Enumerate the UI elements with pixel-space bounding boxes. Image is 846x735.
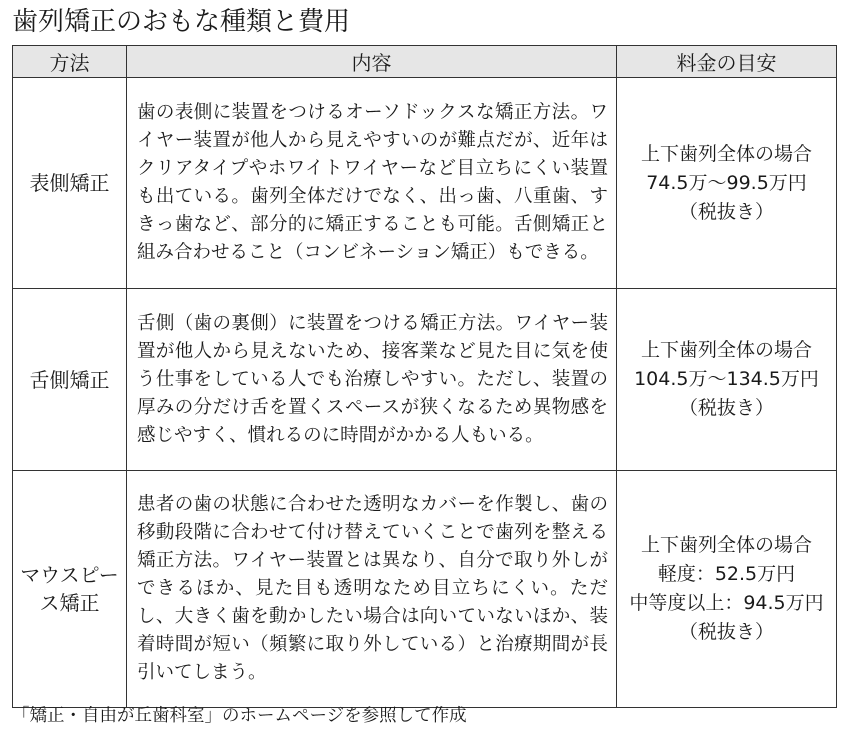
header-price: 料金の目安 <box>617 46 837 78</box>
source-note: 「矯正・自由が丘歯科室」のホームページを参照して作成 <box>12 706 467 726</box>
method-cell: 表側矯正 <box>13 78 127 289</box>
price-cell <box>617 78 837 289</box>
header-method: 方法 <box>13 46 127 78</box>
method-cell: マウスピース矯正 <box>13 471 127 708</box>
price-line: 104.5万～134.5万円 <box>634 368 819 390</box>
price-line: （税抜き） <box>678 397 774 419</box>
price-line: 74.5万～99.5万円 <box>646 171 807 194</box>
content-cell: 舌側（歯の裏側）に装置をつける矯正方法。ワイヤー装置が他人から見えないため、接客業など見た目に気を使う仕事をしている人でも治療しやすい。ただし、装置の厚みの分だけ舌を置くスペースが狭くなるため異物感を感じやすく、慣れるのに時間がかかる人もいる。 <box>127 289 617 471</box>
price-line: （税抜き） <box>678 200 774 223</box>
content-cell: 患者の歯の状態に合わせた透明なカバーを作製し、歯の移動段階に合わせて付け替えていくことで歯列を整える矯正方法。ワイヤー装置とは異なり、自分で取り外しができるほか、見た目も透明なため目立ちにくい。ただし、大きく歯を動かしたい場合は向いていないほか、装着時間が短い（頻繁に取り外している）と治療期間が長引いてしまう。 <box>127 471 617 708</box>
header-content: 内容 <box>127 46 617 78</box>
price-line: 上下歯列全体の場合 <box>640 339 812 361</box>
price-line: 中等度以上：94.5万円 <box>629 592 824 614</box>
content-cell: 歯の表側に装置をつけるオーソドックスな矯正方法。ワイヤー装置が他人から見えやすいのが難点だが、近年はクリアタイプやホワイトワイヤーなど目立ちにくい装置も出ている。歯列全体だけでなく、出っ歯、八重歯、すきっ歯など、部分的に矯正することも可能。舌側矯正と組み合わせること（コンビネーション矯正）もできる。 <box>127 78 617 289</box>
price-cell <box>617 471 837 708</box>
price-line: 軽度：52.5万円 <box>657 563 796 585</box>
price-line: （税抜き） <box>678 621 774 643</box>
cost-table <box>12 45 837 708</box>
table-row <box>13 78 837 289</box>
price-line: 上下歯列全体の場合 <box>640 534 812 556</box>
table-header-row <box>13 46 837 78</box>
method-cell: 舌側矯正 <box>13 289 127 471</box>
price-line: 上下歯列全体の場合 <box>640 142 812 165</box>
price-cell <box>617 289 837 471</box>
table-row <box>13 471 837 708</box>
table-row <box>13 289 837 471</box>
page-title: 歯列矯正のおもな種類と費用 <box>12 7 351 37</box>
